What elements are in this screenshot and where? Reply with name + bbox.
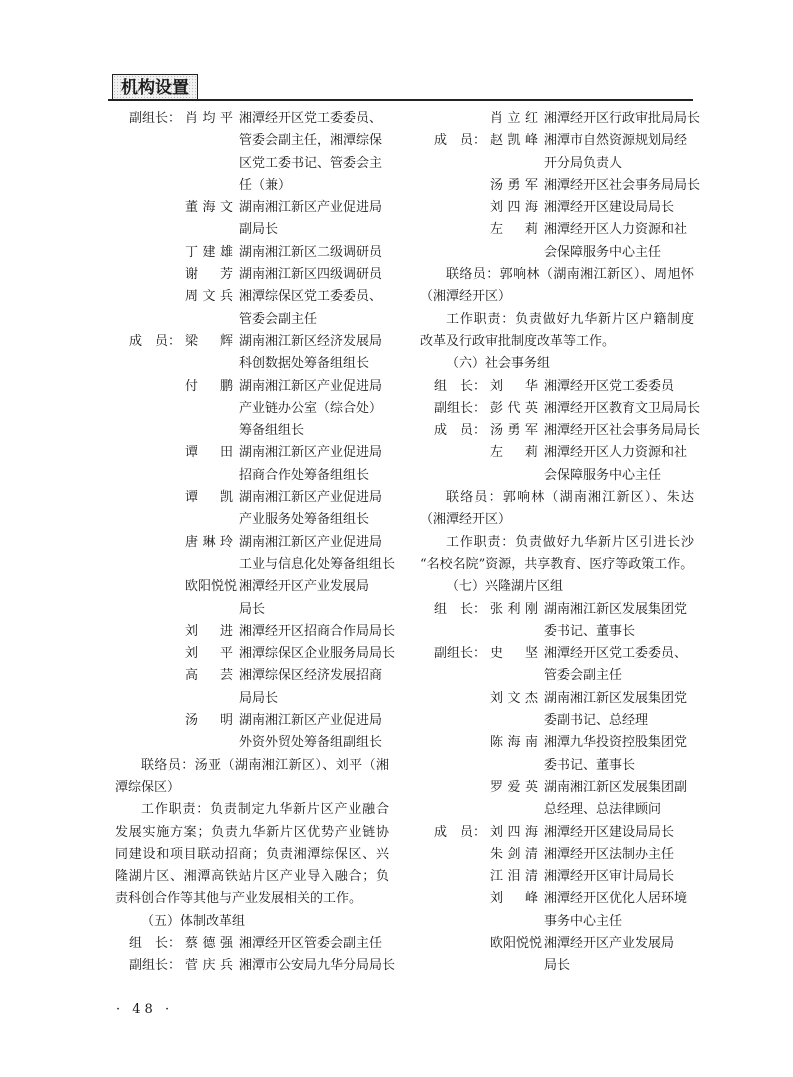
member-line [115,643,396,665]
member-position: 开分局负责人 [544,155,623,171]
paragraph-line: 改革及行政审批制度改革等工作。 [420,333,616,349]
section-heading: （五）体制改革组 [141,913,246,929]
member-name: 欧阳悦悦 [490,935,543,951]
member-line [115,509,389,531]
member-role: 副组长： [129,111,182,126]
member-line [420,888,694,910]
member-name: 欧阳悦悦 [185,579,238,595]
member-position: 局长 [544,958,571,974]
member-position: 筹备组组长 [239,423,305,439]
member-line [420,710,694,732]
section-header: 机构设置 [112,74,198,100]
member-line [115,309,389,331]
member-line [115,487,389,509]
member-name: 谭 田 [185,445,233,461]
section-heading: （七）兴隆湖片区组 [446,579,564,595]
paragraph-line: 联络员：郭响林（湖南湘江新区）、朱达 [446,490,694,506]
member-name: 刘 峰 [490,891,538,907]
member-name: 罗爱英 [490,779,538,795]
member-role: 成 员： [434,824,487,840]
member-name: 谢 芳 [185,267,233,283]
member-line [420,175,701,197]
member-name: 张利刚 [490,601,538,617]
member-line [420,643,694,665]
member-line [115,933,389,955]
member-position: 湘潭经开区行政审批局局长 [544,111,701,126]
member-position: 产业服务处筹备组组长 [239,512,370,528]
member-line [115,353,389,375]
header-rule [108,99,693,101]
member-name: 梁 辉 [185,333,233,349]
member-name: 汤勇军 [490,177,538,193]
member-position: 湘潭综保区企业服务局局长 [239,646,396,662]
member-line [420,242,694,264]
member-position: 湘潭经开区教育文卫局局长 [544,400,701,416]
member-name: 陈海南 [490,735,538,751]
member-line [115,576,389,598]
member-position: 湖南湘江新区产业促进局 [239,445,383,461]
member-role: 副组长： [129,958,182,974]
member-role: 组 长： [434,601,487,617]
member-line [115,398,389,420]
member-position: 湘潭九华投资控股集团党 [544,735,688,751]
member-position: 湘潭经开区党工委委员、 [239,111,383,126]
member-position: 湘潭综保区经济发展招商 [239,668,383,684]
member-line [420,153,694,175]
member-position: 区党工委书记、管委会主 [239,155,383,171]
member-line [115,532,389,554]
member-role: 组 长： [129,935,182,951]
member-name: 刘 进 [185,623,233,639]
member-name: 蔡德强 [185,935,233,951]
member-position: 湘潭经开区法制办主任 [544,846,675,862]
member-position: 产业链办公室（综合处） [239,400,383,416]
member-position: 副局长 [239,222,279,238]
member-position: 湖南湘江新区经济发展局 [239,333,383,349]
member-line [115,554,396,576]
member-position: 委书记、董事长 [544,757,636,773]
member-name: 付 鹏 [185,378,233,394]
member-line [420,777,694,799]
member-line [420,108,701,130]
member-line [115,153,389,175]
member-line [115,688,389,710]
member-position: 湖南湘江新区产业促进局 [239,200,383,216]
member-position: 湘潭经开区社会事务局局长 [544,423,701,439]
member-line [420,955,694,977]
member-line [420,621,694,643]
member-position: 湘潭经开区党工委委员 [544,378,675,394]
member-position: 任（兼） [239,177,292,193]
left-column [115,108,396,978]
member-line [115,732,389,754]
member-position: 湘潭经开区建设局局长 [544,824,675,840]
member-position: 事务中心主任 [544,913,623,929]
member-position: 湘潭经开区审计局局长 [544,869,675,885]
member-name: 唐琳玲 [185,534,233,550]
member-position: 湘潭经开区社会事务局局长 [544,177,701,193]
member-line [420,755,694,777]
member-position: 科创数据处筹备组组长 [239,356,370,372]
member-position: 招商合作处筹备组组长 [239,467,370,483]
member-name: 刘文杰 [490,690,538,706]
paragraph-line: 潭综保区） [115,779,181,795]
member-role: 副组长： [434,400,487,416]
member-position: 湘潭经开区人力资源和社 [544,445,688,461]
member-line [420,911,694,933]
member-position: 湘潭经开区产业发展局 [544,935,675,951]
member-line [115,955,396,977]
member-line [115,442,389,464]
member-name: 高 芸 [185,668,233,684]
member-name: 左 莉 [490,445,538,461]
member-line [420,665,694,687]
member-name: 肖立红 [490,111,538,126]
member-line [115,420,389,442]
paragraph-line: 工作职责：负责制定九华新片区产业融合 [141,802,389,818]
member-name: 刘 平 [185,646,233,662]
member-position: 局局长 [239,690,279,706]
member-position: 湖南湘江新区发展集团副 [544,779,688,795]
paragraph-line: 工作职责：负责做好九华新片区引进长沙 [446,534,694,550]
member-position: 湖南湘江新区二级调研员 [239,244,383,260]
paragraph-line: “名校名院”资源，共享教育、医疗等政策工作。 [420,556,694,572]
paragraph-line: （湘潭经开区） [420,289,512,305]
member-line [115,621,396,643]
member-name: 丁建雄 [185,244,233,260]
member-name: 汤 明 [185,713,233,729]
member-role: 组 长： [434,378,487,394]
member-line [420,688,694,710]
member-line [420,732,694,754]
member-position: 管委会副主任 [239,311,318,327]
member-line [115,710,389,732]
member-line [115,219,389,241]
member-name: 刘四海 [490,824,538,840]
member-line [115,665,389,687]
member-position: 湘潭经开区管委会副主任 [239,935,383,951]
member-name: 朱剑清 [490,846,538,862]
member-name: 汤勇军 [490,423,538,439]
member-name: 刘四海 [490,200,538,216]
paragraph-line: 同建设和项目联动招商；负责湘潭综保区、兴 [115,846,389,862]
member-position: 湘潭经开区党工委委员、 [544,646,688,662]
member-name: 刘 华 [490,378,538,394]
member-line [420,130,694,152]
member-line [115,331,389,353]
member-position: 委副书记、总经理 [544,713,649,729]
member-line [115,264,389,286]
member-line [115,242,389,264]
member-line [420,866,694,888]
member-line [115,286,389,308]
paragraph-line: 联络员：郭响林（湖南湘江新区）、周旭怀 [446,267,694,283]
member-line [420,219,694,241]
member-position: 湖南湘江新区产业促进局 [239,713,383,729]
member-position: 湖南湘江新区发展集团党 [544,601,688,617]
member-position: 管委会副主任 [544,668,623,684]
right-column [420,108,701,978]
member-position: 委书记、董事长 [544,623,636,639]
member-position: 会保障服务中心主任 [544,467,662,483]
member-position: 工业与信息化处筹备组组长 [239,556,396,572]
member-name: 左 莉 [490,222,538,238]
member-position: 湘潭经开区人力资源和社 [544,222,688,238]
member-position: 湘潭经开区优化人居环境 [544,891,688,907]
member-line [420,933,694,955]
member-position: 总经理、总法律顾问 [544,802,662,818]
member-position: 湘潭经开区建设局局长 [544,200,675,216]
paragraph-line: 发展实施方案；负责九华新片区优势产业链协 [115,824,389,840]
member-position: 湘潭市自然资源规划局经 [544,133,688,149]
member-line [115,599,389,621]
member-role: 成 员： [434,133,487,149]
member-line [420,599,694,621]
member-line [420,822,694,844]
member-position: 湘潭市公安局九华分局局长 [239,958,396,974]
paragraph-line: 责科创合作等其他与产业发展相关的工作。 [115,891,363,907]
member-line [420,376,694,398]
paragraph-line: 隆湖片区、湘潭高铁站片区产业导入融合；负 [115,869,389,885]
member-name: 史 坚 [490,646,538,662]
paragraph-line: 联络员：汤亚（湖南湘江新区）、刘平（湘 [141,757,389,773]
paragraph-line: （湘潭经开区） [420,512,512,528]
member-line [115,197,389,219]
member-role: 成 员： [434,423,487,439]
member-name: 谭 凯 [185,490,233,506]
member-position: 湖南湘江新区发展集团党 [544,690,688,706]
member-position: 外资外贸处筹备组副组长 [239,735,383,751]
member-position: 湘潭经开区产业发展局 [239,579,370,595]
member-name: 赵凯峰 [490,133,538,149]
member-position: 湖南湘江新区四级调研员 [239,267,383,283]
member-line [420,398,701,420]
member-line [420,799,694,821]
member-line [115,130,389,152]
member-position: 湘潭经开区招商合作局局长 [239,623,396,639]
member-line [420,442,694,464]
member-role: 副组长： [434,646,487,662]
member-name: 肖均平 [185,111,233,126]
member-position: 管委会副主任，湘潭综保 [239,133,383,149]
member-role: 成 员： [129,333,182,349]
member-line [420,844,694,866]
member-position: 湖南湘江新区产业促进局 [239,534,383,550]
member-line [420,420,701,442]
member-line [115,175,389,197]
member-position: 湖南湘江新区产业促进局 [239,378,383,394]
member-position: 湖南湘江新区产业促进局 [239,490,383,506]
member-line [420,465,694,487]
member-line [115,376,389,398]
member-name: 周文兵 [185,289,233,305]
member-position: 局长 [239,601,266,617]
member-position: 湘潭综保区党工委委员、 [239,289,383,305]
member-line [115,108,389,130]
member-name: 江泪清 [490,869,538,885]
section-heading: （六）社会事务组 [446,356,551,372]
member-line [115,465,389,487]
member-line [420,197,694,219]
member-name: 彭代英 [490,400,538,416]
member-name: 菅庆兵 [185,958,233,974]
member-name: 董海文 [185,200,233,216]
member-position: 会保障服务中心主任 [544,244,662,260]
page-number: · 48 · [116,1002,174,1017]
paragraph-line: 工作职责：负责做好九华新片区户籍制度 [446,311,694,327]
